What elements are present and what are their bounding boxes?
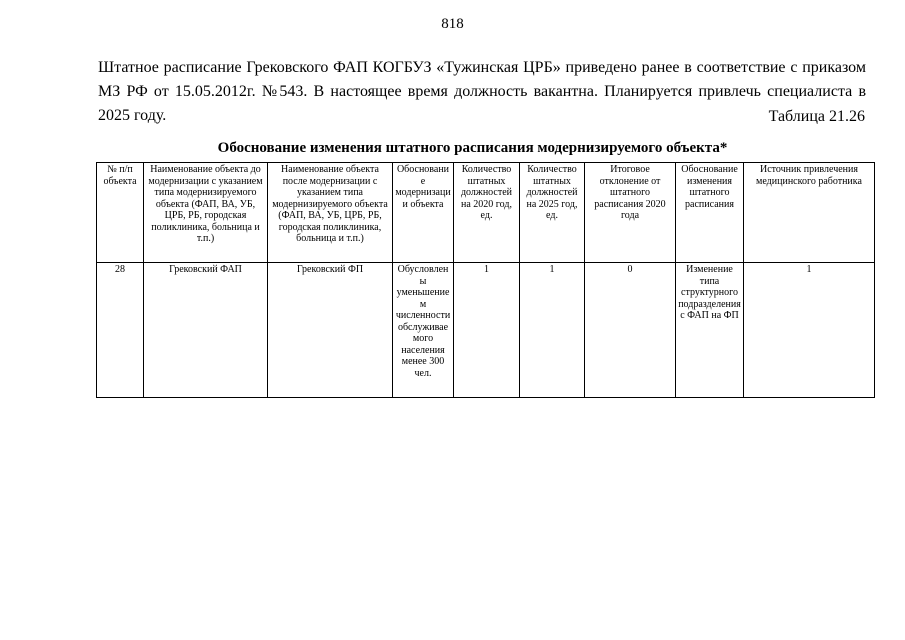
cell-total-deviation: 0 [585, 263, 676, 398]
staffing-table [96, 162, 875, 398]
cell-object-number: 28 [97, 263, 144, 398]
cell-modernization-reason: Обусловлены уменьшением численности обслуживаемого населения менее 300 чел. [393, 263, 454, 398]
header-cell-worker-source: Источник привлечения медицинского работника [744, 163, 875, 263]
table-row [97, 263, 875, 398]
cell-object-after: Грековский ФП [268, 263, 393, 398]
header-cell-total-deviation: Итоговое отклонение от штатного расписания 2020 года [585, 163, 676, 263]
header-cell-object-number: № п/п объекта [97, 163, 144, 263]
cell-staffing-change-reason: Изменение типа структурного подразделения с ФАП на ФП [676, 263, 744, 398]
body-paragraph: Штатное расписание Грековского ФАП КОГБУЗ «Тужинская ЦРБ» приведено ранее в соответствие с приказом МЗ РФ от 15.05.2012г. №543. В настоящее время должность вакантна. Планируется привлечь специалиста в 2025 году. [98, 59, 866, 124]
header-cell-staff-2025: Количество штатных должностей на 2025 год, ед. [520, 163, 585, 263]
cell-object-before: Грековский ФАП [144, 263, 268, 398]
table-header-row [97, 163, 875, 263]
header-cell-modernization-reason: Обоснование модернизации объекта [393, 163, 454, 263]
header-cell-staff-2020: Количество штатных должностей на 2020 год, ед. [454, 163, 520, 263]
header-cell-object-after: Наименование объекта после модернизации с указанием типа модернизируемого объекта (ФАП, ВА, УБ, ЦРБ, РБ, городская поликлиника, больница и т.п.) [268, 163, 393, 263]
table-caption: Таблица 21.26 [768, 108, 865, 125]
table-title: Обоснование изменения штатного расписания модернизируемого объекта* [217, 140, 728, 156]
page-number: 818 [441, 16, 464, 32]
cell-staff-2020: 1 [454, 263, 520, 398]
header-cell-object-before: Наименование объекта до модернизации с указанием типа модернизируемого объекта (ФАП, ВА, УБ, ЦРБ, РБ, городская поликлиника, больница и т.п.) [144, 163, 268, 263]
header-cell-staffing-change-reason: Обоснование изменения штатного расписания [676, 163, 744, 263]
cell-staff-2025: 1 [520, 263, 585, 398]
cell-worker-source: 1 [744, 263, 875, 398]
